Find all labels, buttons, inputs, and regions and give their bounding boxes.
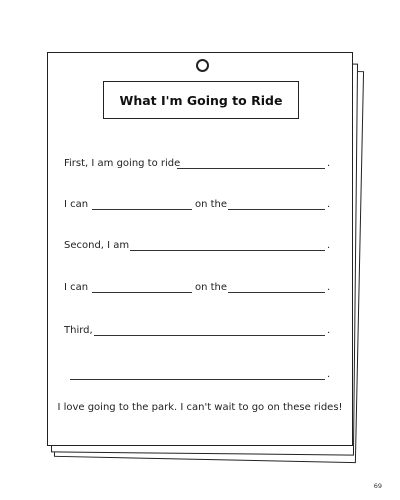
page-number: 69 <box>373 482 382 490</box>
answer-blank[interactable] <box>92 209 192 210</box>
sentence-row-first <box>64 155 344 171</box>
sentence-prefix: Third, <box>64 325 93 336</box>
closing-sentence: I love going to the park. I can't wait to go on these rides! <box>57 402 343 413</box>
sentence-prefix: First, I am going to ride <box>64 158 181 169</box>
sentence-period: . <box>327 369 331 380</box>
sentence-prefix: I can <box>64 282 89 293</box>
sentence-middle: on the <box>195 282 228 293</box>
sentence-row-continuation <box>64 366 344 382</box>
answer-blank[interactable] <box>92 292 192 293</box>
answer-blank[interactable] <box>94 335 325 336</box>
answer-blank[interactable] <box>130 250 325 251</box>
answer-blank[interactable] <box>228 292 325 293</box>
answer-blank[interactable] <box>70 379 325 380</box>
sentence-prefix: Second, I am <box>64 240 130 251</box>
sentence-period: . <box>327 199 331 210</box>
sentence-row-second <box>64 237 344 253</box>
pushpin-icon <box>196 59 209 72</box>
sentence-period: . <box>327 240 331 251</box>
sentence-row-can-1 <box>64 196 344 212</box>
answer-blank[interactable] <box>228 209 325 210</box>
sentence-period: . <box>327 282 331 293</box>
answer-blank[interactable] <box>177 168 325 169</box>
sentence-period: . <box>327 325 331 336</box>
sentence-row-third <box>64 322 344 338</box>
sentence-middle: on the <box>195 199 228 210</box>
sentence-row-can-2 <box>64 279 344 295</box>
worksheet-title: What I'm Going to Ride <box>119 92 283 108</box>
worksheet-title-box <box>103 81 299 119</box>
sentence-prefix: I can <box>64 199 89 210</box>
sentence-period: . <box>327 158 331 169</box>
